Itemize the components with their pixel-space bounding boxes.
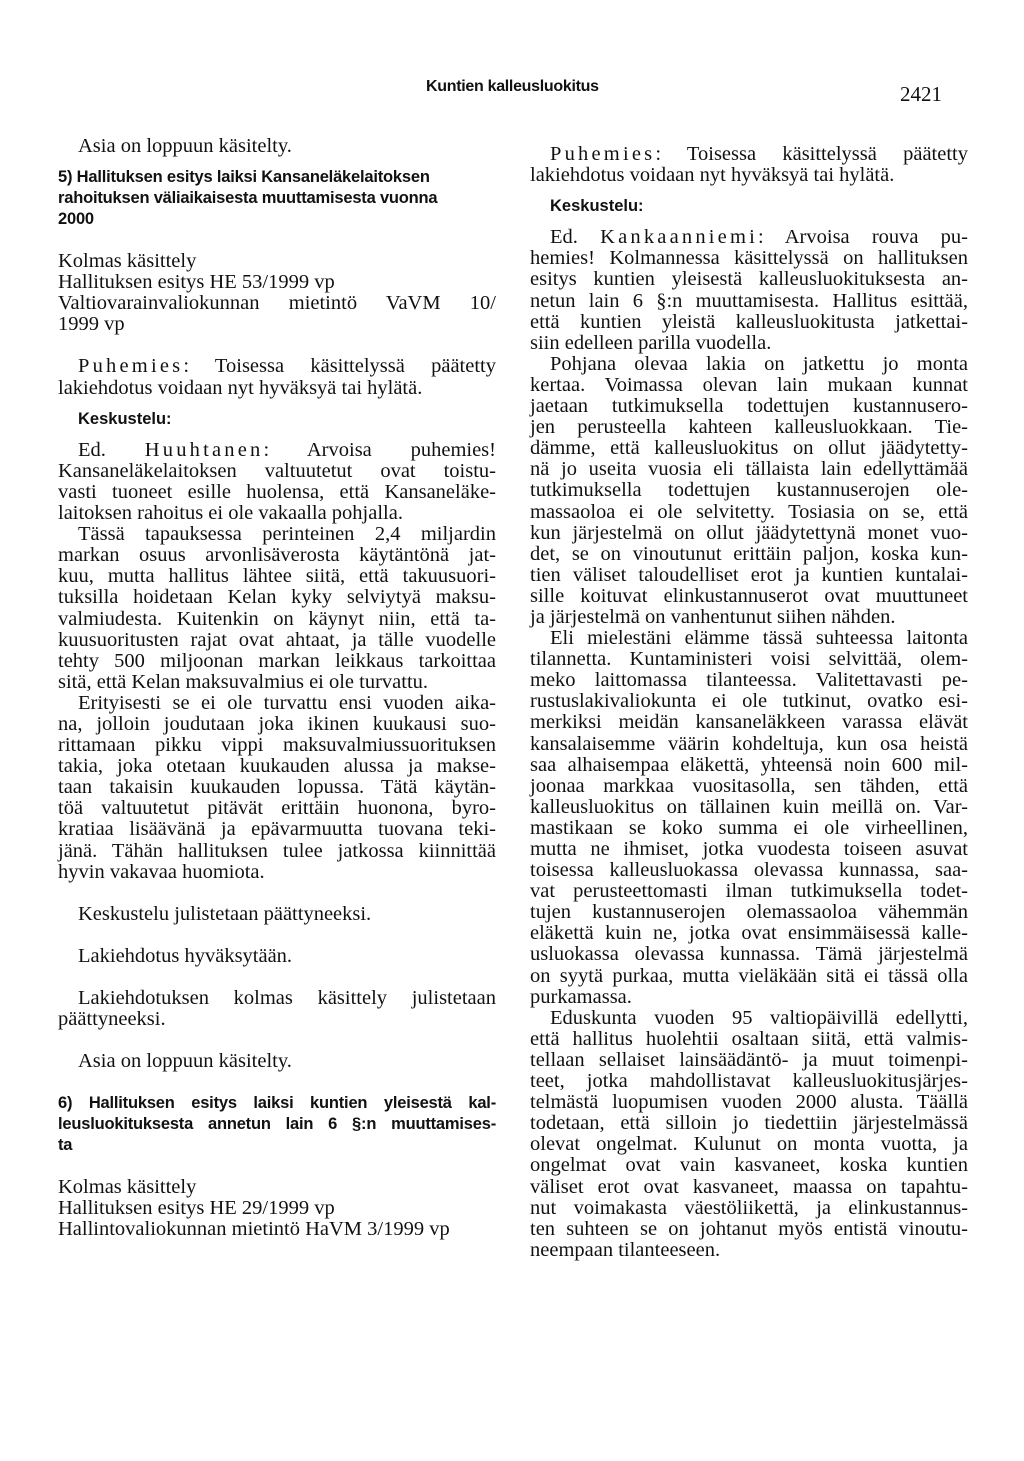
item-5-title: 5) Hallituksen esitys laiksi Kansaneläkelaitoksen rahoituksen väliaikaisesta muuttamisesta vuonna 2000	[58, 168, 438, 229]
left-column	[58, 134, 496, 1240]
speaker-name: Huuhtanen	[144, 438, 264, 461]
third-reading-statement: Lakiehdotuksen kolmas käsittely julistetaan päättyneeksi.	[58, 986, 496, 1030]
speech-paragraph: Pohjana olevaa lakia on jatkettu jo monta kertaa. Voimassa olevan lain mukaan kunnat jaetaan tutkimuksella todettujen kustannusero- jen perusteella kahteen kalleusluokkaan. Tie- dämme, että kalleusluokitus on ollut jäädytetty- nä jo useita vuosia eli tällaista lain edellyttämää tutkimuksella todettujen kustannuserojen ole- massaoloa ei ole selvitetty. Tosiasia on se, että kun järjestelmä on ollut jäädytettynä monet vuo- det, se on vinoutunut erittäin paljon, koska kun- tien väliset taloudelliset erot ja kuntien kuntalai- sille koituvat elinkustannuserot ovat muuttuneet ja järjestelmä on vanhentunut siihen nähden.	[530, 352, 968, 628]
item-5-meta: Kolmas käsittely Hallituksen esitys HE 53/1999 vp Valtiovarainvaliokunnan mietintö VaVM 10/ 1999 vp	[58, 250, 496, 336]
speaker-statement-cont: lakiehdotus voidaan nyt hyväksyä tai hylätä.	[58, 376, 423, 399]
accepted-statement: Lakiehdotus hyväksytään.	[78, 944, 293, 967]
asia-note: Asia on loppuun käsitelty.	[78, 1050, 292, 1073]
speech-paragraph: Tässä tapauksessa perinteinen 2,4 miljardin markan osuus arvonlisäverosta käytäntönä jat- kuu, mutta hallitus lähtee siitä, että takuusuori- tuksilla hoidetaan Kelan kyky selviytyä maksu- valmiudesta. Kuitenkin on käynyt niin, että ta- kuusuoritusten rajat ovat ahtaat, ja tälle vuodelle tehty 500 miljoonan markan leikkaus tarkoittaa sitä, että Kelan maksuvalmius ei ole turvattu.	[58, 523, 496, 693]
speech-paragraph: Kansaneläkelaitoksen valtuutetut ovat toistu- vasti tuoneet esille huolensa, että Kansaneläke- laitoksen rahoitus ei ole vakaalla pohjalla.	[58, 459, 496, 525]
discussion-label: Keskustelu:	[78, 409, 172, 428]
speech-paragraph: Eduskunta vuoden 95 valtiopäivillä edellytti, että hallitus huolehtii osaltaan siitä, että valmis- tellaan sellaiset lainsäädäntö- ja muut toimenpi- teet, jotka mahdollistavat kalleusluokitusjärjes- telmästä luopumisen vuoden 2000 alusta. Täällä todetaan, että silloin jo tiedettiin järjestelmässä olevat ongelmat. Kulunut on monta vuotta, ja ongelmat ovat vain kasvaneet, koska kuntien väliset erot ovat kasvaneet, maassa on tapahtu- nut voimakasta väestöliikettä, ja elinkustannus- ten suhteen se on johtanut myös entistä vinoutu- neempaan tilanteeseen.	[530, 1006, 968, 1261]
speech-opening: Ed. Huuhtanen: Arvoisa puhemies!	[78, 438, 496, 461]
discussion-label: Keskustelu:	[550, 197, 644, 216]
speaker-statement: Puhemies: Toisessa käsittelyssä päätetty	[78, 355, 496, 378]
speech-paragraph: Eli mielestäni elämme tässä suhteessa laitonta tilannetta. Kuntaministeri voisi selvittää, olem- meko laittomassa tilanteessa. Valitettavasti pe- rustuslakivaliokunta ei ole tutkinut, ovatko esi- merkiksi meidän kansaneläkkeen varassa elävät kansalaisemme väärin kohdeltuja, kun osa heistä saa alhaisempaa eläkettä, yhteensä noin 600 mil- joonaa markkaa vuositasolla, sen tähden, että kalleusluokitus on tällainen kuin meillä on. Var- mastikaan se koko summa ei ole virheellinen, mutta ne ihmiset, jotka vuodesta toiseen asuvat toisessa kalleusluokassa olevassa kunnassa, saa- vat perusteettomasti ilman tutkimuksella todet- tujen kustannuserojen olemassaoloa vähemmän eläkettä kuin ne, jotka ovat ensimmäisessä kalle- usluokassa olevassa kunnassa. Tämä järjestelmä on syytä purkaa, mutta vieläkään sitä ei tässä olla purkamassa.	[530, 627, 968, 1008]
asia-note: Asia on loppuun käsitelty.	[78, 135, 292, 157]
item-6-meta: Kolmas käsittely Hallituksen esitys HE 29/1999 vp Hallintovaliokunnan mietintö HaVM 3/1999 vp	[58, 1176, 450, 1241]
right-column	[530, 144, 968, 1261]
speech-paragraph: Erityisesti se ei ole turvattu ensi vuoden aika- na, jolloin joudutaan joka ikinen kuukausi suo- rittamaan pikku vippi maksuvalmiussuorituksen takia, joka otetaan kuukauden alussa ja makse- taan takaisin kuukauden lopussa. Tätä käytän- töä valtuutetut pitävät erittäin huonona, byro- kratiaa lisäävänä ja epävarmuutta tuovana teki- jänä. Tähän hallituksen tulee jatkossa kiinnittää hyvin vakavaa huomiota.	[58, 691, 496, 883]
speaker-statement: Puhemies: Toisessa käsittelyssä päätetty	[550, 143, 968, 165]
speech-paragraph: hemies! Kolmannessa käsittelyssä on hallituksen esitys kuntien yleisestä kalleusluokituksesta an- netun lain 6 §:n muuttamisesta. Hallitus esittää, että kuntien yleistä kalleusluokitusta jatkettai- siin edelleen parilla vuodella.	[530, 247, 968, 354]
speaker-name: Puhemies	[78, 355, 184, 378]
speaker-name: Kankaanniemi	[600, 226, 759, 249]
item-6-title: 6) Hallituksen esitys laiksi kuntien yleisestä kal- leusluokituksesta annetun lain 6 §:n muuttamises- ta	[58, 1094, 496, 1155]
page-header	[0, 78, 1024, 106]
speech-opening: Ed. Kankaanniemi: Arvoisa rouva pu-	[550, 226, 968, 249]
speaker-statement-cont: lakiehdotus voidaan nyt hyväksyä tai hylätä.	[530, 164, 895, 187]
running-head: Kuntien kalleusluokitus	[426, 78, 599, 95]
closing-statement: Keskustelu julistetaan päättyneeksi.	[78, 902, 372, 925]
speaker-name: Puhemies	[550, 143, 656, 165]
page-number: 2421	[900, 82, 942, 106]
